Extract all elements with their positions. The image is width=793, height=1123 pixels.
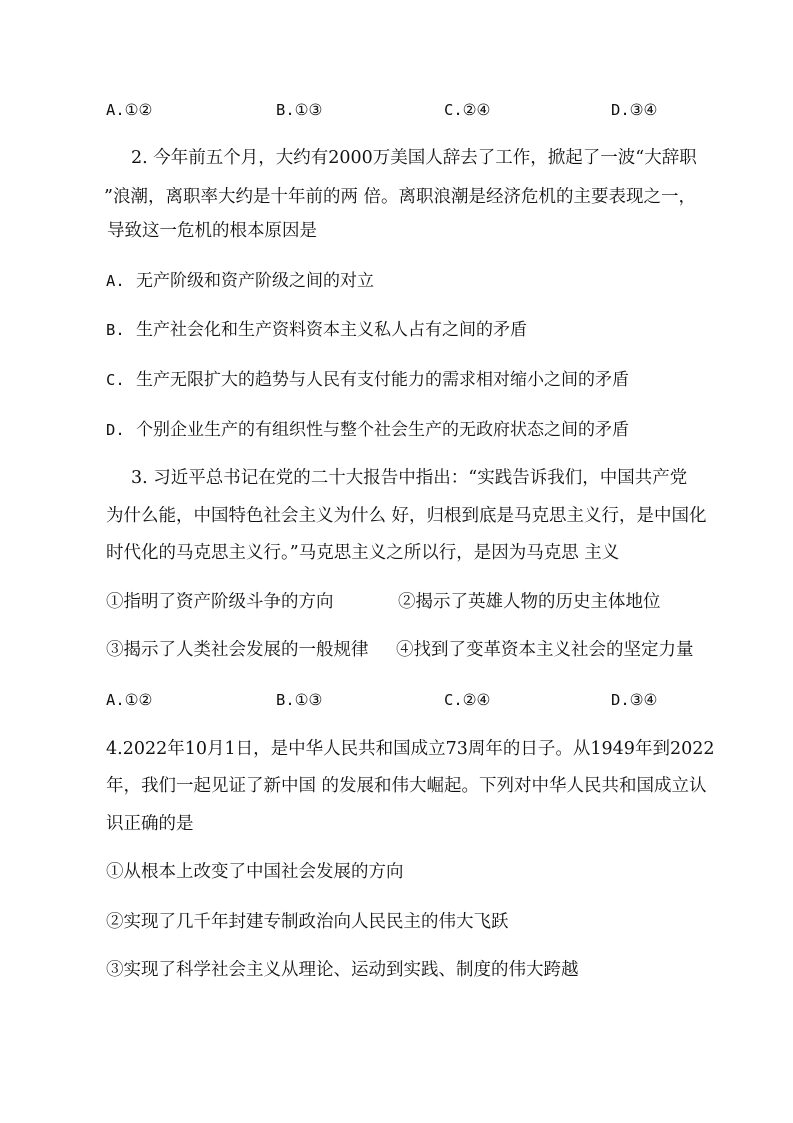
q1-option-b[interactable]: B.①③ xyxy=(276,101,323,119)
q3-option-a[interactable]: A.①② xyxy=(106,691,153,709)
q4-statement-1: ①从根本上改变了中国社会发展的方向 xyxy=(106,862,404,882)
q2-choice-d[interactable] xyxy=(106,418,629,442)
q3-statement-1: ①指明了资产阶级斗争的方向 xyxy=(106,592,334,612)
q1-options xyxy=(106,98,706,122)
q2-choice-b[interactable] xyxy=(106,318,527,342)
q1-option-a[interactable]: A.①② xyxy=(106,101,153,119)
q3-option-c[interactable]: C.②④ xyxy=(444,691,491,709)
q4-stem-line-2: 年，我们一起见证了新中国 的发展和伟大崛起。下列对中华人民共和国成立认 xyxy=(106,776,707,796)
q2-choice-b-text: 生产社会化和生产资料资本主义私人占有之间的矛盾 xyxy=(136,320,527,340)
q2-choice-a[interactable] xyxy=(106,269,374,293)
q3-statements-row-2 xyxy=(106,638,726,662)
q2-stem-line-1: 2. 今年前五个月，大约有2000万美国人辞去了工作，掀起了一波“大辞职 xyxy=(131,148,697,168)
q3-statement-4: ④找到了变革资本主义社会的坚定力量 xyxy=(396,640,694,660)
q2-choice-b-letter: B. xyxy=(106,321,125,339)
q3-stem-line-3: 时代化的马克思主义行。”马克思主义之所以行，是因为马克思 主义 xyxy=(106,543,620,563)
q2-choice-c-letter: C. xyxy=(106,371,125,389)
q4-statement-3: ③实现了科学社会主义从理论、运动到实践、制度的伟大跨越 xyxy=(106,960,579,980)
q2-choice-a-text: 无产阶级和资产阶级之间的对立 xyxy=(136,271,374,291)
q2-choice-c-text: 生产无限扩大的趋势与人民有支付能力的需求相对缩小之间的矛盾 xyxy=(136,370,629,390)
q3-statements-row-1 xyxy=(106,590,726,614)
q2-choice-a-letter: A. xyxy=(106,272,125,290)
q3-statement-2: ②揭示了英雄人物的历史主体地位 xyxy=(398,592,661,612)
q2-stem-line-3: 导致这一危机的根本原因是 xyxy=(107,221,317,241)
q3-stem-line-1: 3. 习近平总书记在党的二十大报告中指出：“实践告诉我们，中国共产党 xyxy=(131,468,688,488)
q2-stem-line-2: ”浪潮，离职率大约是十年前的两 倍。离职浪潮是经济危机的主要表现之一， xyxy=(104,187,697,207)
q2-choice-d-text: 个别企业生产的有组织性与整个社会生产的无政府状态之间的矛盾 xyxy=(136,420,629,440)
q4-stem-line-1: 4.2022年10月1日，是中华人民共和国成立73周年的日子。从1949年到2022 xyxy=(106,739,715,759)
q4-statement-2: ②实现了几千年封建专制政治向人民民主的伟大飞跃 xyxy=(106,912,509,932)
q1-option-c[interactable]: C.②④ xyxy=(444,101,491,119)
q3-options xyxy=(106,688,706,712)
q2-choice-d-letter: D. xyxy=(106,421,125,439)
q3-option-b[interactable]: B.①③ xyxy=(276,691,323,709)
q3-statement-3: ③揭示了人类社会发展的一般规律 xyxy=(106,640,369,660)
q3-option-d[interactable]: D.③④ xyxy=(611,691,658,709)
q3-stem-line-2: 为什么能，中国特色社会主义为什么 好，归根到底是马克思主义行，是中国化 xyxy=(106,506,707,526)
q1-option-d[interactable]: D.③④ xyxy=(611,101,658,119)
q2-choice-c[interactable] xyxy=(106,368,629,392)
q4-stem-line-3: 识正确的是 xyxy=(106,814,194,834)
